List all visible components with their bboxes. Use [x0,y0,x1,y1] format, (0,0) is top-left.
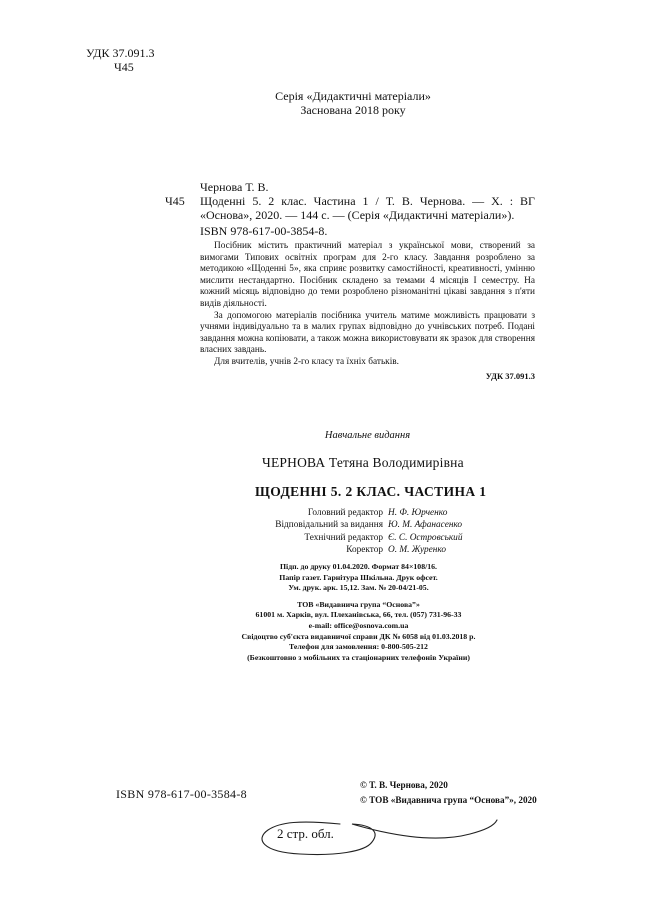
credit-person: Є. С. Островський [388,532,463,543]
book-title: ЩОДЕННІ 5. 2 КЛАС. ЧАСТИНА 1 [255,484,487,499]
print-line: Папір газет. Гарнітура Шкільна. Друк офсет. [279,572,438,582]
udk-code-top: УДК 37.091.3 [86,46,155,60]
credit-person: Ю. М. Афанасенко [388,520,463,531]
edition-type: Навчальне видання [324,430,411,441]
print-line: Підп. до друку 01.04.2020. Формат 84×108/16. [279,562,438,571]
copyright-block [360,778,537,808]
credit-role: Технічний редактор [304,532,383,543]
copyright-author: © Т. В. Чернова, 2020 [360,780,448,790]
handwritten-oval-mark [0,812,520,862]
credit-row [240,532,540,544]
publisher-address: 61001 м. Харків, вул. Плеханівська, 66, тел. (057) 731-96-33 [255,610,462,620]
isbn-catalog: ISBN 978-617-00-3854-8. [200,224,328,238]
publisher-name: ТОВ «Видавнича група “Основа”» [297,599,420,609]
bibliographic-description: Щоденні 5. 2 клас. Частина 1 / Т. В. Чернова. — Х. : ВГ «Основа», 2020. — 144 с. — (Серія «Дидактичні матеріали»). [200,194,535,222]
udk-code-bottom: УДК 37.091.3 [485,370,535,381]
copyright-publisher: © ТОВ «Видавнича група “Основа”», 2020 [360,795,537,805]
author-short: Чернова Т. В. [200,180,269,194]
author-full-name: ЧЕРНОВА Тетяна Володимирівна [262,455,464,470]
print-line: Ум. друк. арк. 15,12. Зам. № 20-04/21-05. [288,583,429,593]
author-mark-top: Ч45 [114,60,134,74]
credit-row [240,519,540,531]
credits-list [240,507,540,557]
isbn-bottom: ISBN 978-617-00-3584-8 [116,787,247,801]
publisher-email: e-mail: office@osnova.com.ua [308,620,409,630]
udk-block [86,46,154,74]
credit-role: Відповідальний за видання [275,520,383,531]
credit-role: Головний редактор [307,508,383,518]
author-mark: Ч45 [165,194,185,208]
order-phone: Телефон для замовлення: 0-800-505-212 [289,642,428,652]
order-phone-note: (Безкоштовно з мобільних та стаціонарних телефонів України) [247,652,470,662]
series-block [0,89,650,117]
abstract-paragraph: За допомогою матеріалів посібника учитель матиме можливість працювати з учнями індивідуально та в малих групах відповідно до учнівських потреб. Подані завдання можна копіювати, а також можна використовувати як зразок для створення власних завдань. [200,310,535,356]
abstract-audience: Для вчителів, учнів 2-го класу та їхніх батьків. [214,356,399,367]
publisher-certificate: Свідоцтво суб'єкта видавничої справи ДК № 6058 від 01.03.2018 р. [241,631,476,641]
credit-role: Коректор [346,545,383,556]
print-info [0,562,650,663]
series-founded: Заснована 2018 року [300,103,406,117]
series-name: Серія «Дидактичні матеріали» [275,89,431,103]
pages-note: 2 стр. обл. [277,826,334,841]
abstract [200,241,535,382]
abstract-paragraph: Посібник містить практичний матеріал з української мови, створений за вимогами Типових освітніх програм для 2-го класу. Завдання розроблено за методикою «Щоденні 5», яка сприяє розвитку самостійності, креативності, умінню мислити нестандартно. Посібник складено за темами 4 місяців І семестру. На кожний місяць відповідно до теми розроблено різноманітні цікаві завдання з п'яти видів діяльності. [200,241,535,309]
credit-person: О. М. Журенко [388,545,447,556]
credit-person: Н. Ф. Юрченко [388,508,448,518]
credit-row [240,544,540,556]
credit-row [240,507,540,519]
